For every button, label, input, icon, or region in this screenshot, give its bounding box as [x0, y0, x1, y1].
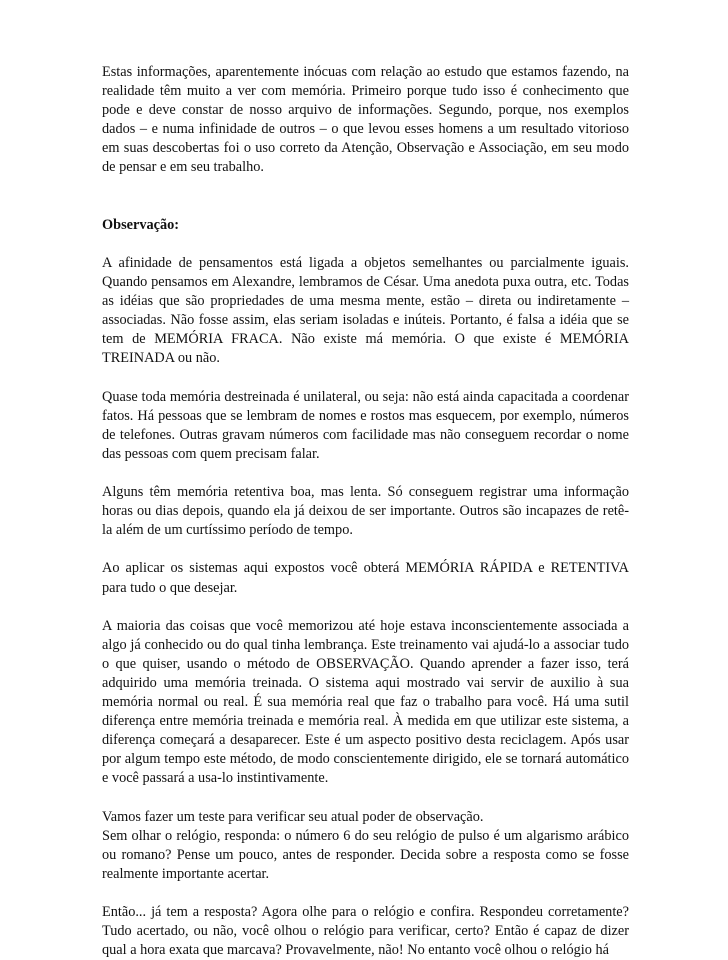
paragraph-affinity: A afinidade de pensamentos está ligada a objetos semelhantes ou parcialmente iguais. Quando pensamos em Alexandre, lembramos de César. Uma anedota puxa outra, etc. Todas as idéias que são propriedades de uma mesma mente, estão – direta ou indiretamente – associadas. Não fosse assim, elas seriam isoladas e inúteis. Portanto, é falsa a idéia que se tem de MEMÓRIA FRACA. Não existe má memória. O que existe é MEMÓRIA TREINADA ou não. [102, 254, 629, 367]
spacer [102, 540, 629, 559]
paragraph-test-question: Sem olhar o relógio, responda: o número 6 do seu relógio de pulso é um algarismo arábico ou romano? Pense um pouco, antes de responder. Decida sobre a resposta como se fosse realmente importante acertar. [102, 827, 629, 882]
spacer [102, 464, 629, 483]
paragraph-test-intro: Vamos fazer um teste para verificar seu atual poder de observação. [102, 808, 484, 825]
section-heading: Observação: [102, 216, 180, 233]
paragraph-retentive: Alguns têm memória retentiva boa, mas lenta. Só conseguem registrar uma informação horas ou dias depois, quando ela já deixou de ser importante. Outros são incapazes de retê-la além de um curtíssimo período de tempo. [102, 484, 629, 539]
spacer [102, 369, 629, 388]
intro-paragraph: Estas informações, aparentemente inócuas com relação ao estudo que estamos fazendo, na realidade têm muito a ver com memória. Primeiro porque tudo isso é conhecimento que pode e deve constar de nosso arquivo de informações. Segundo, porque, nos exemplos dados – e numa infinidade de outros – o que levou esses homens a um resultado vitorioso em suas descobertas foi o uso correto da Atenção, Observação e Associação, em seu modo de pensar e em seu trabalho. [102, 64, 629, 176]
document-page [102, 63, 629, 960]
spacer [102, 598, 629, 617]
spacer [102, 235, 629, 254]
paragraph-test-answer: Então... já tem a resposta? Agora olhe para o relógio e confira. Respondeu corretamente? Tudo acertado, ou não, você olhou o relógio para verificar, certo? Então é capaz de dizer qual a hora exata que marcava? Provavelmente, não! No entanto você olhou o relógio há [102, 904, 629, 959]
paragraph-systems: Ao aplicar os sistemas aqui expostos você obterá MEMÓRIA RÁPIDA e RETENTIVA para tudo o que desejar. [102, 560, 629, 596]
spacer [102, 884, 629, 903]
paragraph-association: A maioria das coisas que você memorizou até hoje estava inconscientemente associada a algo já conhecido ou do qual tinha lembrança. Este treinamento vai ajudá-lo a associar tudo o que quiser, usando o método de OBSERVAÇÃO. Quando aprender a fazer isso, terá adquirido uma memória treinada. O sistema aqui mostrado vai servir de auxilio à sua memória normal ou real. É sua memória real que faz o trabalho para você. Há uma sutil diferença entre memória treinada e memória real. À medida em que utilizar este sistema, a diferença começará a desaparecer. Este é um aspecto positivo desta reciclagem. Após usar por algum tempo este método, de modo conscientemente dirigido, ele se tornará automático e você passará a usa-lo instintivamente. [102, 617, 629, 787]
spacer [102, 789, 629, 808]
spacer [102, 178, 629, 216]
paragraph-unilateral: Quase toda memória destreinada é unilateral, ou seja: não está ainda capacitada a coordenar fatos. Há pessoas que se lembram de nomes e rostos mas esquecem, por exemplo, números de telefones. Outras gravam números com facilidade mas não conseguem recordar o nome das pessoas com quem precisam falar. [102, 388, 629, 462]
